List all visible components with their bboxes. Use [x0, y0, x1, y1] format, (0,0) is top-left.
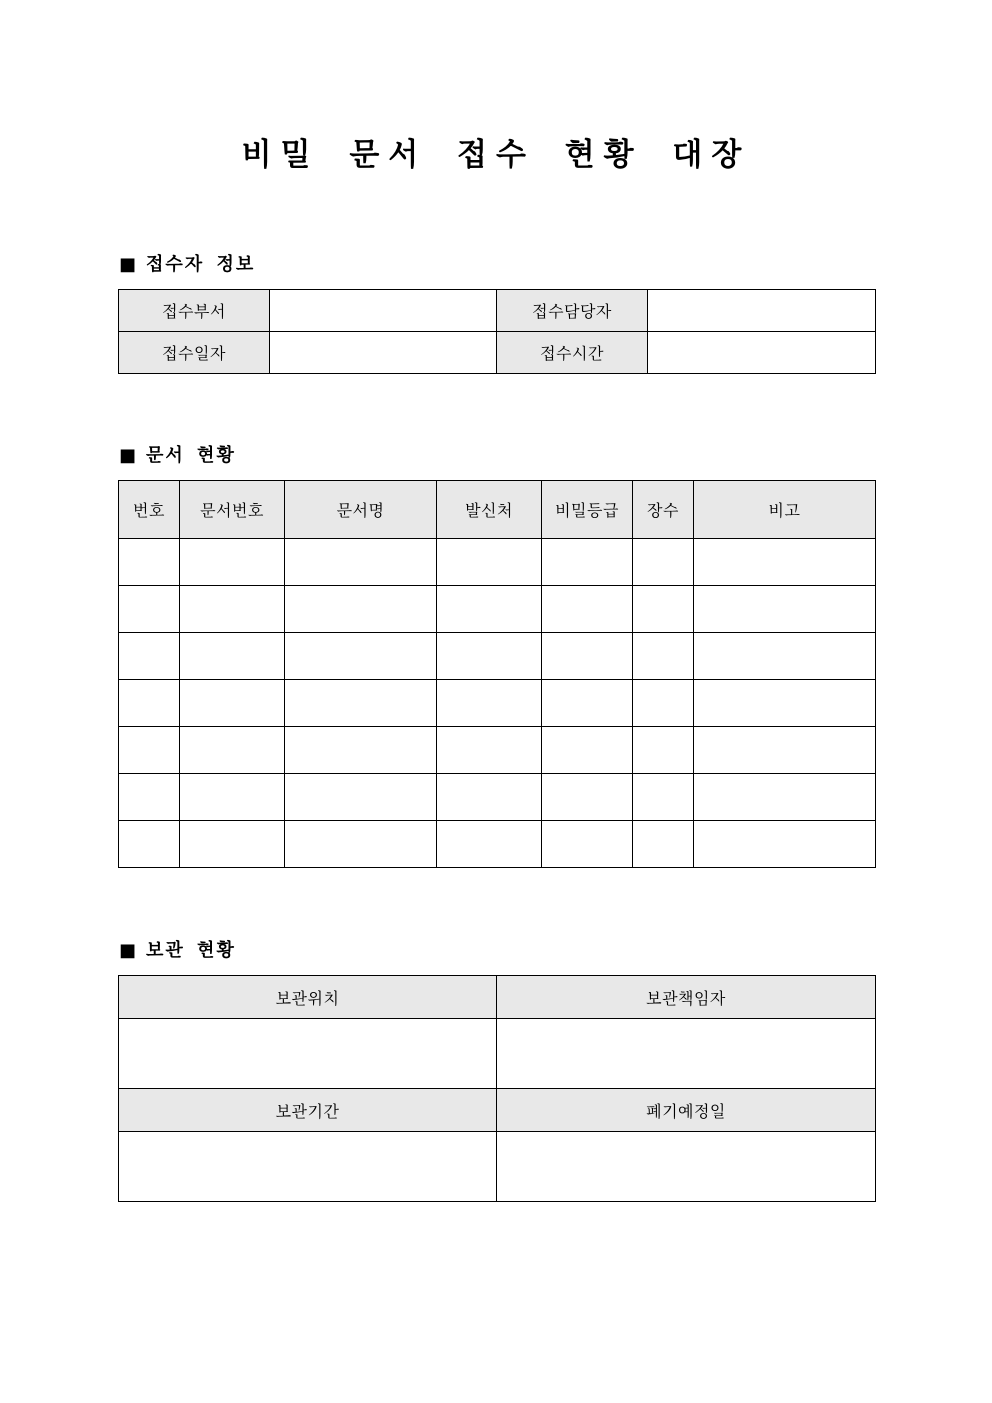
document-name-cell[interactable]	[285, 727, 437, 774]
column-header-sender: 발신처	[437, 481, 542, 539]
sender-cell[interactable]	[437, 774, 542, 821]
storage-location-field[interactable]	[119, 1019, 497, 1089]
table-row	[119, 539, 876, 586]
page-count-cell[interactable]	[633, 586, 694, 633]
receiving-department-field[interactable]	[270, 290, 497, 332]
disposal-date-field[interactable]	[497, 1132, 876, 1202]
remarks-cell[interactable]	[694, 539, 876, 586]
document-status-table	[118, 480, 876, 868]
storage-period-field[interactable]	[119, 1132, 497, 1202]
column-header-page-count: 장수	[633, 481, 694, 539]
section-heading-storage	[119, 939, 236, 963]
number-cell[interactable]	[119, 821, 180, 868]
document-name-cell[interactable]	[285, 774, 437, 821]
number-cell[interactable]	[119, 727, 180, 774]
column-header-document-number: 문서번호	[180, 481, 285, 539]
receiving-officer-label: 접수담당자	[497, 290, 648, 332]
remarks-cell[interactable]	[694, 774, 876, 821]
document-name-cell[interactable]	[285, 633, 437, 680]
receiving-officer-field[interactable]	[648, 290, 876, 332]
storage-manager-label: 보관책임자	[497, 976, 876, 1019]
table-header-row	[119, 1089, 876, 1132]
page-count-cell[interactable]	[633, 633, 694, 680]
document-number-cell[interactable]	[180, 633, 285, 680]
document-name-cell[interactable]	[285, 680, 437, 727]
table-row	[119, 1132, 876, 1202]
column-header-document-name: 문서명	[285, 481, 437, 539]
document-number-cell[interactable]	[180, 727, 285, 774]
classification-cell[interactable]	[542, 774, 633, 821]
document-name-cell[interactable]	[285, 586, 437, 633]
classification-cell[interactable]	[542, 586, 633, 633]
classification-cell[interactable]	[542, 821, 633, 868]
number-cell[interactable]	[119, 539, 180, 586]
remarks-cell[interactable]	[694, 727, 876, 774]
square-bullet-icon: ■	[119, 940, 139, 961]
table-header-row	[119, 481, 876, 539]
table-row	[119, 332, 876, 374]
table-row	[119, 1019, 876, 1089]
table-row	[119, 290, 876, 332]
page-count-cell[interactable]	[633, 539, 694, 586]
table-row	[119, 774, 876, 821]
remarks-cell[interactable]	[694, 586, 876, 633]
receiving-department-label: 접수부서	[119, 290, 270, 332]
square-bullet-icon: ■	[119, 254, 139, 275]
number-cell[interactable]	[119, 774, 180, 821]
sender-cell[interactable]	[437, 633, 542, 680]
section-heading-receiver	[119, 253, 255, 277]
document-number-cell[interactable]	[180, 680, 285, 727]
sender-cell[interactable]	[437, 586, 542, 633]
column-header-remarks: 비고	[694, 481, 876, 539]
classification-cell[interactable]	[542, 539, 633, 586]
remarks-cell[interactable]	[694, 680, 876, 727]
number-cell[interactable]	[119, 586, 180, 633]
sender-cell[interactable]	[437, 680, 542, 727]
document-number-cell[interactable]	[180, 539, 285, 586]
document-number-cell[interactable]	[180, 586, 285, 633]
table-row	[119, 727, 876, 774]
page-count-cell[interactable]	[633, 821, 694, 868]
table-row	[119, 821, 876, 868]
document-number-cell[interactable]	[180, 774, 285, 821]
page-count-cell[interactable]	[633, 727, 694, 774]
storage-status-table	[118, 975, 876, 1202]
section-heading-label: 문서 현황	[146, 445, 236, 466]
receiving-time-field[interactable]	[648, 332, 876, 374]
page-count-cell[interactable]	[633, 680, 694, 727]
classification-cell[interactable]	[542, 727, 633, 774]
remarks-cell[interactable]	[694, 821, 876, 868]
receiving-date-label: 접수일자	[119, 332, 270, 374]
disposal-date-label: 폐기예정일	[497, 1089, 876, 1132]
table-header-row	[119, 976, 876, 1019]
table-row	[119, 633, 876, 680]
page-count-cell[interactable]	[633, 774, 694, 821]
receiving-time-label: 접수시간	[497, 332, 648, 374]
document-name-cell[interactable]	[285, 821, 437, 868]
column-header-classification: 비밀등급	[542, 481, 633, 539]
table-row	[119, 680, 876, 727]
sender-cell[interactable]	[437, 727, 542, 774]
number-cell[interactable]	[119, 680, 180, 727]
page-title: 비밀 문서 접수 현황 대장	[241, 137, 751, 173]
column-header-number: 번호	[119, 481, 180, 539]
sender-cell[interactable]	[437, 539, 542, 586]
storage-period-label: 보관기간	[119, 1089, 497, 1132]
table-row	[119, 586, 876, 633]
storage-manager-field[interactable]	[497, 1019, 876, 1089]
storage-location-label: 보관위치	[119, 976, 497, 1019]
document-name-cell[interactable]	[285, 539, 437, 586]
section-heading-label: 접수자 정보	[146, 254, 256, 275]
sender-cell[interactable]	[437, 821, 542, 868]
receiving-date-field[interactable]	[270, 332, 497, 374]
section-heading-label: 보관 현황	[146, 940, 236, 961]
classification-cell[interactable]	[542, 633, 633, 680]
receiver-info-table	[118, 289, 876, 374]
document-number-cell[interactable]	[180, 821, 285, 868]
remarks-cell[interactable]	[694, 633, 876, 680]
square-bullet-icon: ■	[119, 445, 139, 466]
number-cell[interactable]	[119, 633, 180, 680]
classification-cell[interactable]	[542, 680, 633, 727]
section-heading-documents	[119, 444, 236, 468]
